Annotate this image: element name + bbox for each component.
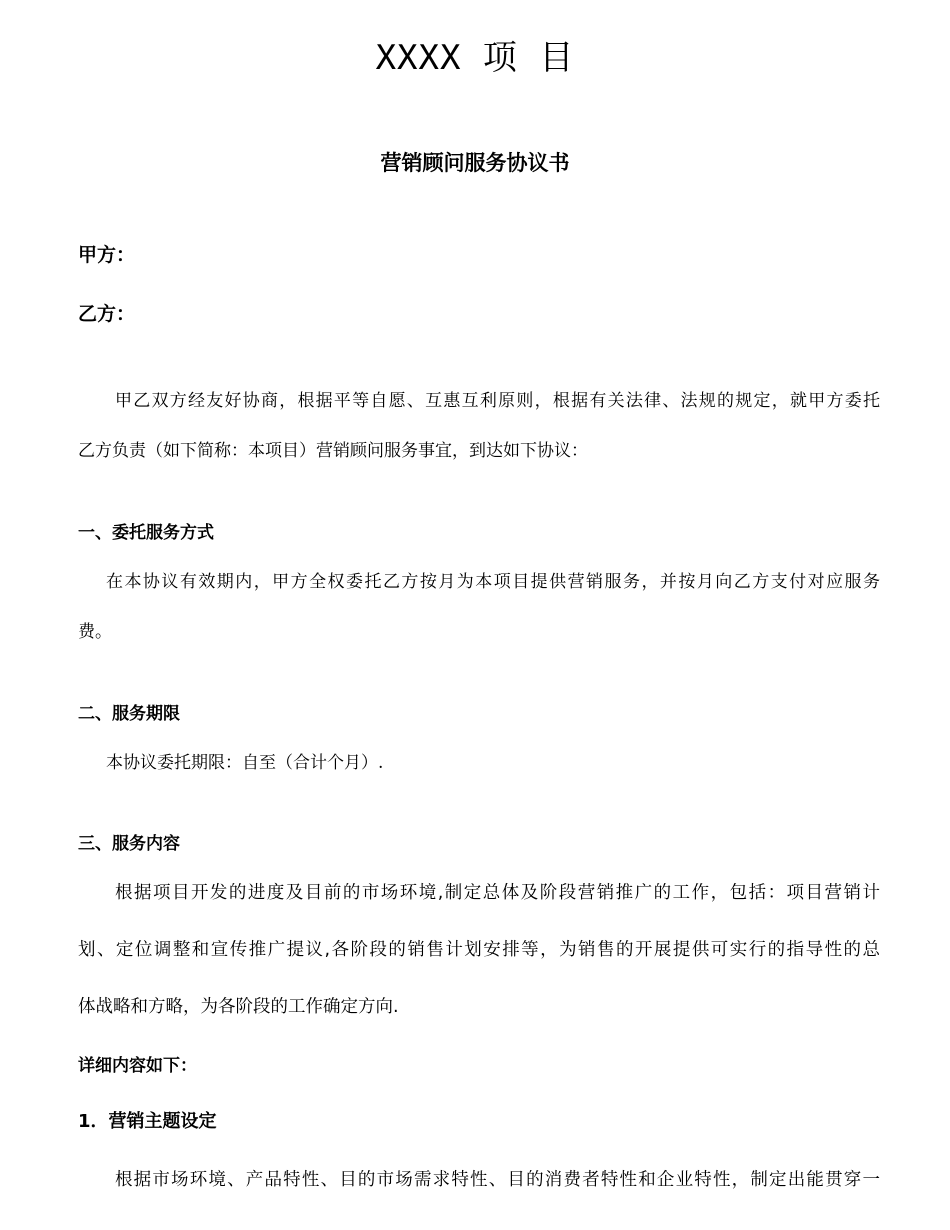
intro-line-1: 甲乙双方经友好协商，根据平等自愿、互惠互利原则，根据有关法律、法规的规定，就甲方委托	[115, 391, 880, 411]
party-a-label: 甲方：	[78, 244, 136, 266]
section-3-line-2: 划、定位调整和宣传推广提议,各阶段的销售计划安排等，为销售的开展提供可实行的指导性的总	[78, 940, 880, 960]
details-heading: 详细内容如下：	[78, 1056, 197, 1076]
intro-line-2: 乙方负责（如下简称：本项目）营销顾问服务事宜，到达如下协议：	[78, 441, 588, 461]
item-1-line-1: 根据市场环境、产品特性、目的市场需求特性、目的消费者特性和企业特性，制定出能贯穿一	[115, 1170, 880, 1190]
section-1-line-2: 费。	[78, 622, 112, 642]
section-2-heading: 二、服务期限	[78, 704, 180, 724]
section-3-line-3: 体战略和方略，为各阶段的工作确定方向.	[78, 997, 399, 1017]
section-1-line-1: 在本协议有效期内，甲方全权委托乙方按月为本项目提供营销服务，并按月向乙方支付对应服务	[106, 572, 880, 592]
section-3-line-1: 根据项目开发的进度及目前的市场环境,制定总体及阶段营销推广的工作，包括：项目营销计	[115, 883, 880, 903]
item-1-heading: 1．营销主题设定	[78, 1111, 217, 1132]
document-subtitle: 营销顾问服务协议书	[380, 151, 570, 175]
section-2-line-1: 本协议委托期限：自至（合计个月）.	[106, 753, 384, 773]
section-1-heading: 一、委托服务方式	[78, 523, 214, 543]
section-3-heading: 三、服务内容	[78, 834, 180, 854]
document-title: XXXX 项 目	[375, 38, 575, 78]
party-b-label: 乙方：	[78, 303, 136, 325]
